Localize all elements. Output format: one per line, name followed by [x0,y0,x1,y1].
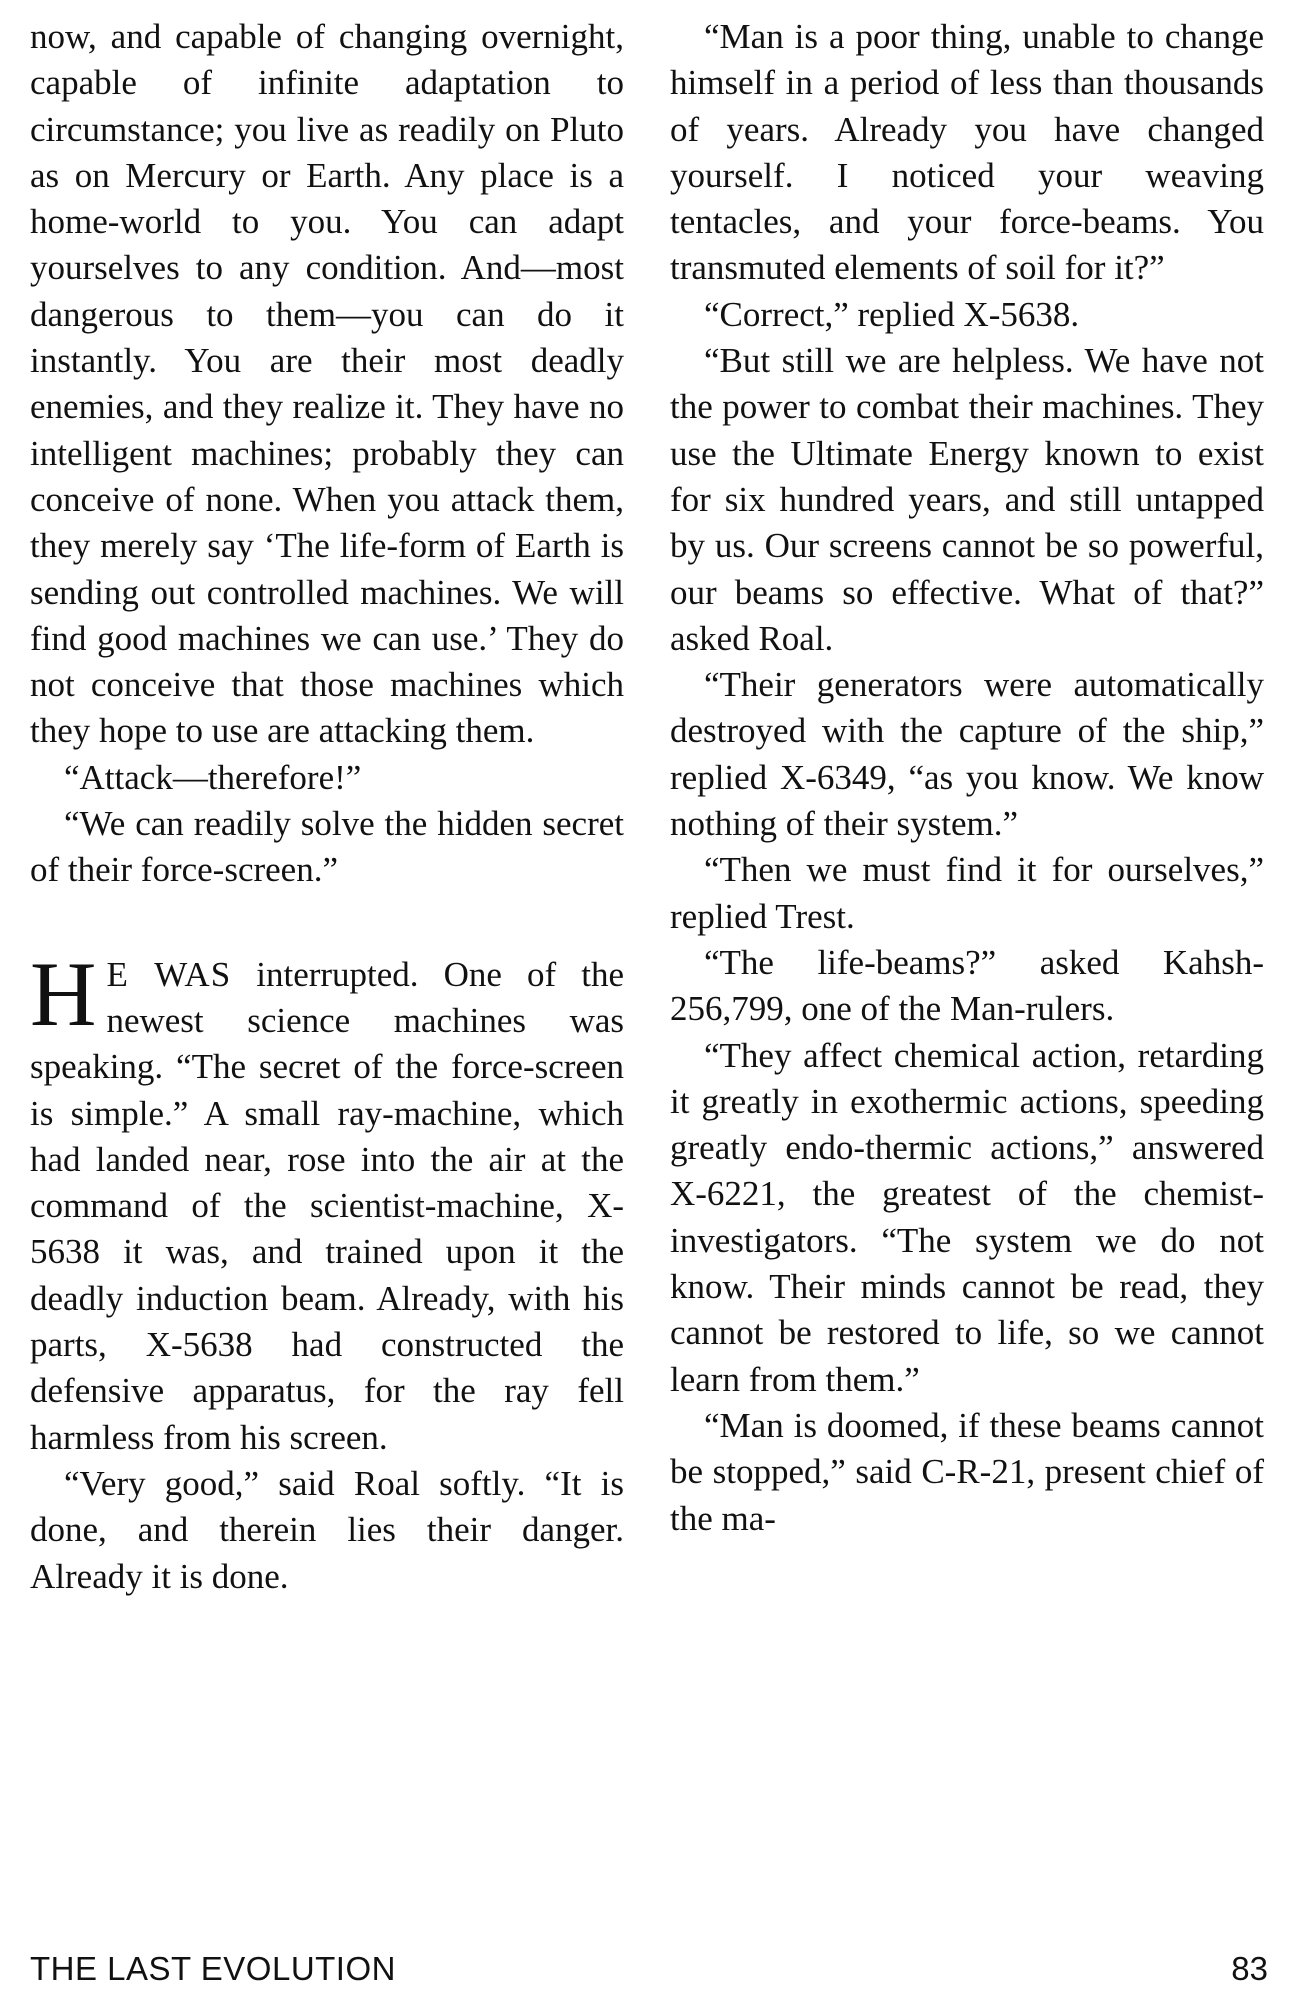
paragraph: “Attack—therefore!” [64,757,362,797]
small-caps-lead: E WAS [106,954,232,994]
left-column [30,14,624,1600]
paragraph: “Man is a poor thing, unable to change himself in a period of less than thousands of years. Already you have changed yourself. I noticed your weaving tentacles, and your force-beams. You transmuted elements of soil for it?” [670,17,1264,288]
section-opening-paragraph [30,942,624,1461]
running-title: THE LAST EVOLUTION [30,1950,396,1987]
paragraph: “They affect chemical action, retarding it greatly in exothermic actions, speeding greatly endo-thermic actions,” answered X-6221, the greatest of the chemist-investigators. “The system we do not know. Their minds cannot be read, they cannot be restored to life, so we cannot learn from them.” [670,1035,1264,1399]
paragraph: now, and capable of changing overnight, capable of infinite adaptation to circumstance; you live as readily on Pluto as on Mercury or Earth. Any place is a home-world to you. You can adapt yourselves to any condition. And—most dangerous to them—you can do it instantly. You are their most deadly enemies, and they realize it. They have no intelligent machines; probably they can conceive of none. When you attack them, they merely say ‘The life-form of Earth is sending out controlled machines. We will find good machines we can use.’ They do not conceive that those machines which they hope to use are attacking them. [30,17,624,751]
section-break [30,894,624,952]
paragraph: “Correct,” replied X-5638. [704,294,1080,334]
right-column [670,14,1264,1542]
page-number: 83 [1231,1950,1268,1987]
drop-cap: H [30,942,97,1045]
page-footer [30,1950,1268,1994]
paragraph: “Very good,” said Roal softly. “It is done, and therein lies their danger. Already it is done. [30,1463,624,1596]
paragraph: “Then we must find it for ourselves,” replied Trest. [670,850,1264,936]
paragraph-body: interrupted. One of the newest science machines was speaking. “The secret of the force-screen is simple.” A small ray-machine, which had landed near, rose into the air at the command of the scientist-machine, X-5638 it was, and trained upon it the deadly induction beam. Already, with his parts, X-5638 had constructed the defensive apparatus, for the ray fell harmless from his screen. [30,954,624,1457]
paragraph: “But still we are helpless. We have not the power to combat their machines. They use the Ultimate Energy known to exist for six hundred years, and still untapped by us. Our screens cannot be so powerful, our beams so effective. What of that?” asked Roal. [670,341,1264,658]
paragraph: “Man is doomed, if these beams cannot be stopped,” said C-R-21, present chief of the ma- [670,1405,1264,1538]
paragraph: “We can readily solve the hidden secret of their force-screen.” [30,804,624,890]
paragraph: “Their generators were automatically destroyed with the capture of the ship,” replied X-6349, “as you know. We know nothing of their system.” [670,665,1264,844]
paragraph: “The life-beams?” asked Kahsh-256,799, one of the Man-rulers. [670,942,1264,1029]
